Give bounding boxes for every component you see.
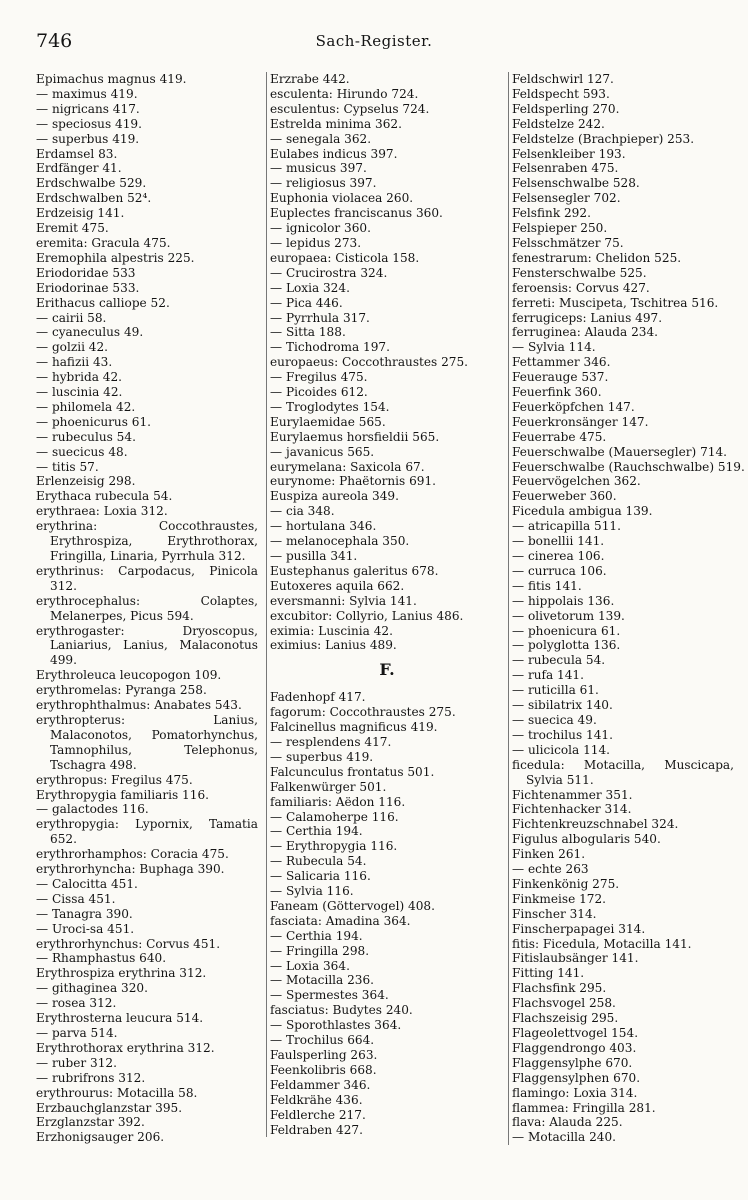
index-entry: excubitor: Collyrio, Lanius 486. <box>270 608 464 623</box>
index-entry: Erdzeisig 141. <box>36 206 125 221</box>
index-entry: Faulsperling 263. <box>270 1048 378 1062</box>
index-entry: erythraea: Loxia 312. <box>36 504 168 519</box>
running-title: Sach-Register. <box>315 32 433 50</box>
index-entry: — melanocephala 350. <box>270 534 410 549</box>
index-entry: Fettammer 346. <box>512 355 611 370</box>
index-entry: fagorum: Coccothraustes 275. <box>270 705 456 720</box>
index-entry: Feuerweber 360. <box>512 489 617 504</box>
index-entry: — ignicolor 360. <box>270 221 371 236</box>
index-entry: — rubeculus 54. <box>36 429 136 444</box>
index-entry: fenestrarum: Chelidon 525. <box>512 250 682 265</box>
index-entry: — trochilus 141. <box>512 727 613 742</box>
index-entry: erythrina: Coccothraustes, Erythrospiza, Erythrothorax, Fringilla, Linaria, Pyrrhula 312. <box>36 519 258 563</box>
index-entry: Feuerschwalbe (Rauchschwalbe) 519. <box>512 459 745 474</box>
index-entry: Erythropygia familiaris 116. <box>36 787 209 802</box>
index-entry: Fichtenhacker 314. <box>512 802 632 817</box>
index-column-middle <box>266 72 504 1137</box>
index-entry: — Fregilus 475. <box>270 370 368 385</box>
index-entry: feroensis: Corvus 427. <box>512 280 650 295</box>
index-entry: erythrinus: Carpodacus, Pinicola 312. <box>36 563 258 593</box>
index-entry: Erzrabe 442. <box>270 72 350 86</box>
index-entry: Erdschwalben 52⁴. <box>36 191 152 206</box>
index-entry: Finscher 314. <box>512 906 597 921</box>
index-entry: — hortulana 346. <box>270 519 377 534</box>
index-entry: Felspieper 250. <box>512 221 608 236</box>
index-entry: eversmanni: Sylvia 141. <box>270 593 417 608</box>
index-entry: — olivetorum 139. <box>512 608 625 623</box>
index-entry: Feuervögelchen 362. <box>512 474 641 489</box>
index-entry: — fitis 141. <box>512 578 582 593</box>
index-entry: — philomela 42. <box>36 399 136 414</box>
index-entry: — Pica 446. <box>270 295 343 310</box>
index-entry: Feldschwirl 127. <box>512 72 614 86</box>
index-entry: Erdamsel 83. <box>36 146 118 161</box>
index-entry: — ruticilla 61. <box>512 683 599 698</box>
index-entry: Eustephanus galeritus 678. <box>270 563 439 578</box>
index-entry: — Tichodroma 197. <box>270 340 390 355</box>
index-entry: — phoenicura 61. <box>512 623 621 638</box>
index-entry: Falcunculus frontatus 501. <box>270 764 435 779</box>
index-entry: erythrophthalmus: Anabates 543. <box>36 698 242 713</box>
index-entry: — suecica 49. <box>512 712 597 727</box>
index-entry: fasciatus: Budytes 240. <box>270 1003 413 1018</box>
index-entry: — Certhia 194. <box>270 824 363 839</box>
index-entry: Feuerfink 360. <box>512 385 602 400</box>
index-entry: — Motacilla 236. <box>270 973 375 988</box>
index-entry: eximia: Luscinia 42. <box>270 623 393 638</box>
index-entry: erythrourus: Motacilla 58. <box>36 1085 198 1100</box>
index-entry: Eremophila alpestris 225. <box>36 250 195 265</box>
index-entry: esculentus: Cypselus 724. <box>270 101 430 116</box>
index-entry: — Picoides 612. <box>270 385 368 400</box>
index-entry: erythropygia: Lypornix, Tamatia 652. <box>36 817 258 847</box>
index-column-right <box>508 72 745 1145</box>
index-entry: Finscherpapagei 314. <box>512 921 646 936</box>
index-entry: eurynome: Phaëtornis 691. <box>270 474 437 489</box>
index-entry: Erythrosterna leucura 514. <box>36 1011 204 1026</box>
index-entry: — javanicus 565. <box>270 444 375 459</box>
index-entry: Felsfink 292. <box>512 206 591 221</box>
index-entry: Finken 261. <box>512 847 586 862</box>
index-entry: — speciosus 419. <box>36 116 142 131</box>
index-entry: — Calamoherpe 116. <box>270 809 399 824</box>
index-entry: — phoenicurus 61. <box>36 414 151 429</box>
index-entry: — rufa 141. <box>512 668 584 683</box>
index-entry: — echte 263 <box>512 862 589 877</box>
index-entry: — hafizii 43. <box>36 355 113 370</box>
index-entry: — Erythropygia 116. <box>270 839 398 854</box>
index-entry: — Loxia 324. <box>270 280 350 295</box>
index-entry: Erithacus calliope 52. <box>36 295 170 310</box>
index-entry: Erythaca rubecula 54. <box>36 489 173 504</box>
index-entry: — ulicicola 114. <box>512 742 611 757</box>
index-entry: Feldstelze 242. <box>512 116 605 131</box>
index-entry: Feldspecht 593. <box>512 86 610 101</box>
index-entry: Euspiza aureola 349. <box>270 489 399 504</box>
index-entry: Faneam (Göttervogel) 408. <box>270 898 435 913</box>
index-entry: eurymelana: Saxicola 67. <box>270 459 425 474</box>
section-letter-heading: F. <box>379 660 395 680</box>
index-entry: Feuerköpfchen 147. <box>512 399 635 414</box>
index-entry: — parva 514. <box>36 1026 118 1040</box>
index-entry: Felsenschwalbe 528. <box>512 176 640 191</box>
index-entry: — Troglodytes 154. <box>270 399 390 414</box>
index-entry: — cyaneculus 49. <box>36 325 144 340</box>
index-entry: — hippolais 136. <box>512 593 615 608</box>
index-entry: — Calocitta 451. <box>36 876 138 891</box>
index-entry: familiaris: Aëdon 116. <box>270 794 406 809</box>
index-entry: Finkmeise 172. <box>512 891 607 906</box>
index-entry: Feldraben 427. <box>270 1122 363 1137</box>
index-entry: — lepidus 273. <box>270 235 362 250</box>
index-entry: Falcinellus magnificus 419. <box>270 720 438 735</box>
index-entry: — Fringilla 298. <box>270 943 370 958</box>
index-entry: — Crucirostra 324. <box>270 265 388 280</box>
index-entry: Felsenkleiber 193. <box>512 146 626 161</box>
index-entry: europaea: Cisticola 158. <box>270 250 420 265</box>
index-entry: — pusilla 341. <box>270 549 358 563</box>
index-entry: Feldammer 346. <box>270 1077 371 1092</box>
index-entry: flammea: Fringilla 281. <box>512 1100 656 1115</box>
index-entry: Fichtenkreuzschnabel 324. <box>512 817 679 832</box>
index-entry: Feldlerche 217. <box>270 1107 366 1122</box>
index-entry: — polyglotta 136. <box>512 638 621 653</box>
index-entry: — cairii 58. <box>36 310 107 325</box>
index-entry: Feuerkronsänger 147. <box>512 414 649 429</box>
index-entry: Finkenkönig 275. <box>512 876 620 891</box>
index-entry: — sibilatrix 140. <box>512 698 613 713</box>
page-number: 746 <box>36 30 73 52</box>
index-entry: — hybrida 42. <box>36 370 122 385</box>
index-entry: Felsensegler 702. <box>512 191 621 206</box>
index-entry: — rubrifrons 312. <box>36 1070 146 1085</box>
index-entry: — superbus 419. <box>36 131 140 146</box>
index-entry: — golzii 42. <box>36 340 109 355</box>
index-entry: Felsenraben 475. <box>512 161 619 176</box>
index-column-left <box>36 72 258 1145</box>
index-entry: erythrorhyncha: Buphaga 390. <box>36 862 225 877</box>
index-entry: — Sitta 188. <box>270 325 346 340</box>
index-entry: erythrocephalus: Colaptes, Melanerpes, Picus 594. <box>36 593 258 623</box>
index-entry: eremita: Gracula 475. <box>36 235 171 250</box>
index-entry: erythropus: Fregilus 475. <box>36 772 193 787</box>
index-entry: Flageolettvogel 154. <box>512 1026 639 1040</box>
index-entry: Erythroleuca leucopogon 109. <box>36 668 222 683</box>
index-entry: Eriodorinae 533. <box>36 280 140 295</box>
index-entry: Flachsvogel 258. <box>512 996 616 1011</box>
index-entry: erythropterus: Lanius, Malaconotos, Pomatorhynchus, Tamnophilus, Telephonus, Tschagra 498. <box>36 712 258 772</box>
index-entry: Estrelda minima 362. <box>270 116 402 131</box>
index-entry: — ruber 312. <box>36 1055 117 1070</box>
index-entry: — resplendens 417. <box>270 734 392 749</box>
index-entry: — musicus 397. <box>270 161 367 176</box>
index-entry: — titis 57. <box>36 459 99 474</box>
index-entry: Eulabes indicus 397. <box>270 146 398 161</box>
index-entry: Fitting 141. <box>512 966 585 981</box>
index-entry: Ficedula ambigua 139. <box>512 504 653 519</box>
index-entry: Falkenwürger 501. <box>270 779 387 794</box>
index-entry: — rubecula 54. <box>512 653 606 668</box>
index-entry: Feenkolibris 668. <box>270 1062 377 1077</box>
index-entry: — Sporothlastes 364. <box>270 1018 402 1033</box>
index-entry: ferruginea: Alauda 234. <box>512 325 658 340</box>
index-entry: Feuerschwalbe (Mauersegler) 714. <box>512 444 727 459</box>
index-entry: — religiosus 397. <box>270 176 377 191</box>
index-entry: ferrugiceps: Lanius 497. <box>512 310 663 325</box>
index-entry: flamingo: Loxia 314. <box>512 1085 638 1100</box>
index-entry: — bonellii 141. <box>512 534 605 549</box>
index-entry: — Tanagra 390. <box>36 906 133 921</box>
index-entry: ficedula: Motacilla, Muscicapa, Sylvia 511. <box>512 757 734 787</box>
index-entry: Eurylaemus horsfieldii 565. <box>270 429 440 444</box>
index-entry: Euplectes franciscanus 360. <box>270 206 443 221</box>
index-entry: Feldsperling 270. <box>512 101 620 116</box>
index-entry: europaeus: Coccothraustes 275. <box>270 355 469 370</box>
index-entry: flava: Alauda 225. <box>512 1115 623 1130</box>
index-entry: Eremit 475. <box>36 221 109 236</box>
index-entry: Figulus albogularis 540. <box>512 832 661 847</box>
index-entry: erythrorhynchus: Corvus 451. <box>36 936 221 951</box>
index-entry: — Sylvia 114. <box>512 340 596 355</box>
index-entry: Feuerauge 537. <box>512 370 609 385</box>
index-entry: — Certhia 194. <box>270 928 363 943</box>
index-entry: — Salicaria 116. <box>270 869 371 884</box>
index-entry: Erdfänger 41. <box>36 161 122 176</box>
index-entry: — Rubecula 54. <box>270 854 367 869</box>
index-entry: — curruca 106. <box>512 563 607 578</box>
index-entry: Flaggensylphen 670. <box>512 1070 641 1085</box>
index-entry: — Cissa 451. <box>36 891 116 906</box>
index-entry: Eriodoridae 533 <box>36 265 136 280</box>
index-entry: — nigricans 417. <box>36 101 140 116</box>
index-entry: — senegala 362. <box>270 131 372 146</box>
index-entry: — cinerea 106. <box>512 549 605 563</box>
index-entry: Eutoxeres aquila 662. <box>270 578 405 593</box>
index-entry: — galactodes 116. <box>36 802 149 817</box>
index-entry: Felsschmätzer 75. <box>512 235 624 250</box>
index-entry: — rosea 312. <box>36 996 117 1011</box>
page-header <box>36 30 712 56</box>
index-entry: Flaggendrongo 403. <box>512 1040 637 1055</box>
index-entry: Fitislaubsänger 141. <box>512 951 639 966</box>
index-entry: — maximus 419. <box>36 86 138 101</box>
index-entry: erythromelas: Pyranga 258. <box>36 683 207 698</box>
index-entry: Erzglanzstar 392. <box>36 1115 145 1130</box>
index-entry: — atricapilla 511. <box>512 519 621 534</box>
index-entry: Eurylaemidae 565. <box>270 414 386 429</box>
index-entry: erythrorhamphos: Coracia 475. <box>36 847 229 862</box>
index-entry: — Pyrrhula 317. <box>270 310 370 325</box>
index-entry: Flaggensylphe 670. <box>512 1055 633 1070</box>
index-entry: Feldstelze (Brachpieper) 253. <box>512 131 695 146</box>
index-entry: — githaginea 320. <box>36 981 148 996</box>
index-entry: Epimachus magnus 419. <box>36 72 187 86</box>
index-entry: eximius: Lanius 489. <box>270 638 397 653</box>
index-entry: Erythrospiza erythrina 312. <box>36 966 207 981</box>
index-entry: Fadenhopf 417. <box>270 690 366 705</box>
index-entry: — superbus 419. <box>270 749 374 764</box>
index-entry: Flachsfink 295. <box>512 981 607 996</box>
index-entry: Fichtenammer 351. <box>512 787 633 802</box>
index-entry: Erzhonigsauger 206. <box>36 1130 165 1145</box>
index-entry: — Loxia 364. <box>270 958 350 973</box>
index-entry: — Spermestes 364. <box>270 988 389 1003</box>
index-entry: fasciata: Amadina 364. <box>270 913 411 928</box>
index-entry: ferreti: Muscipeta, Tschitrea 516. <box>512 295 719 310</box>
index-entry: esculenta: Hirundo 724. <box>270 86 419 101</box>
index-entry: Feldkrähe 436. <box>270 1092 363 1107</box>
index-entry: Erzbauchglanzstar 395. <box>36 1100 183 1115</box>
index-entry: Euphonia violacea 260. <box>270 191 414 206</box>
index-entry: — suecicus 48. <box>36 444 128 459</box>
index-entry: Flachszeisig 295. <box>512 1011 619 1026</box>
index-entry: Feuerrabe 475. <box>512 429 607 444</box>
index-entry: — Sylvia 116. <box>270 884 354 899</box>
index-entry: erythrogaster: Dryoscopus, Laniarius, Lanius, Malaconotus 499. <box>36 623 258 668</box>
index-entry: Erdschwalbe 529. <box>36 176 147 191</box>
index-entry: — Motacilla 240. <box>512 1130 617 1145</box>
index-entry: — Rhamphastus 640. <box>36 951 167 966</box>
index-entry: fitis: Ficedula, Motacilla 141. <box>512 936 692 951</box>
index-entry: — Trochilus 664. <box>270 1033 375 1048</box>
index-entry: — cia 348. <box>270 504 335 519</box>
index-entry: — Uroci-sa 451. <box>36 921 135 936</box>
index-entry: Erythrothorax erythrina 312. <box>36 1040 215 1055</box>
index-entry: Fensterschwalbe 525. <box>512 265 647 280</box>
index-entry: Erlenzeisig 298. <box>36 474 136 489</box>
index-entry: — luscinia 42. <box>36 385 123 400</box>
